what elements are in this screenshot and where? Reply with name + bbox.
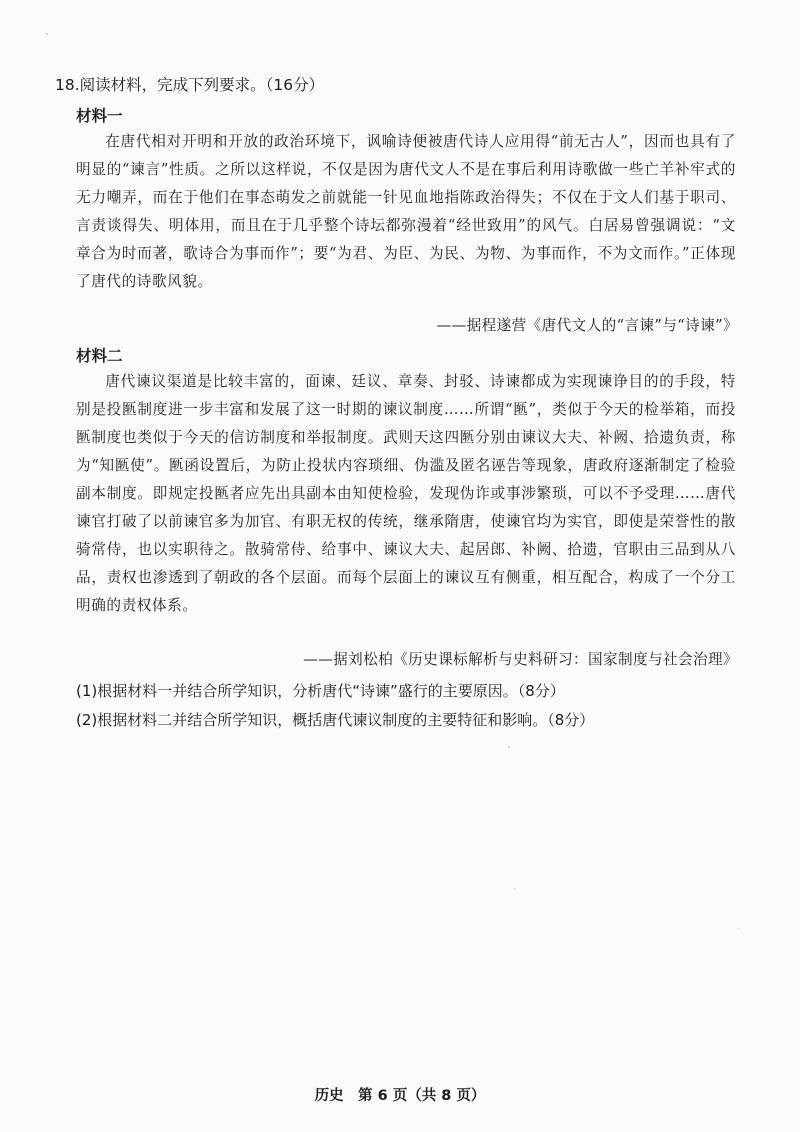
- question-title: 18.阅读材料，完成下列要求。（16分）: [55, 76, 325, 94]
- task-two: (2)根据材料二并结合所学知识，概括唐代谏议制度的主要特征和影响。（8分）: [76, 711, 595, 729]
- material-two-text: 唐代谏议渠道是比较丰富的，面谏、廷议、章奏、封驳、诗谏都成为实现谏诤目的的手段，特别是投匦制度进一步丰富和发展了这一时期的谏议制度……所谓“匦”，类似于今天的检举箱，而投匦制度也类似于今天的信访制度和举报制度。武则天这四匦分别由谏议大夫、补阙、拾遗负责，称为“知匦使”。匦函设置后，为防止投状内容琐细、伪滥及匿名诬告等现象，唐政府逐渐制定了检验副本制度。即规定投匦者应先出具副本由知使检验，发现伪诈或事涉繁琐，可以不予受理……唐代谏官打破了以前谏官多为加官、有职无权的传统，继承隋唐，使谏官均为实官，即使是荣誉性的散骑常侍，也以实职待之。散骑常侍、给事中、谏议大夫、起居郎、补阙、拾遗，官职由三品到从八品，责权也渗透到了朝政的各个层面。而每个层面上的谏议互有侧重，相互配合，构成了一个分工明确的责权体系。: [76, 373, 736, 614]
- material-one-text: 在唐代相对开明和开放的政治环境下，讽喻诗便被唐代诗人应用得“前无古人”，因而也具有了明显的“谏言”性质。之所以这样说，不仅是因为唐代文人不是在事后利用诗歌做一些亡羊补牢式的无力嘲弄，而在于他们在事态萌发之前就能一针见血地指陈政治得失；不仅在于文人们基于职司、言责谈得失、明体用，而且在于几乎整个诗坛都弥漫着“经世致用”的风气。白居易曾强调说：“文章合为时而著，歌诗合为事而作”；要“为君、为臣、为民、为物、为事而作，不为文而作。”正体现了唐代的诗歌风貌。: [76, 133, 736, 290]
- material-two-source: ——据刘松柏《历史课标解析与史料研习：国家制度与社会治理》: [303, 651, 738, 668]
- task-one: (1)根据材料一并结合所学知识，分析唐代“诗谏”盛行的主要原因。（8分）: [76, 682, 565, 700]
- material-one-heading: 材料一: [76, 107, 123, 125]
- page-footer: 历史 第 6 页（共 8 页）: [314, 1088, 486, 1104]
- material-two-heading: 材料二: [76, 347, 123, 365]
- material-one-source: ——据程遂营《唐代文人的“言谏”与“诗谏”》: [436, 317, 738, 334]
